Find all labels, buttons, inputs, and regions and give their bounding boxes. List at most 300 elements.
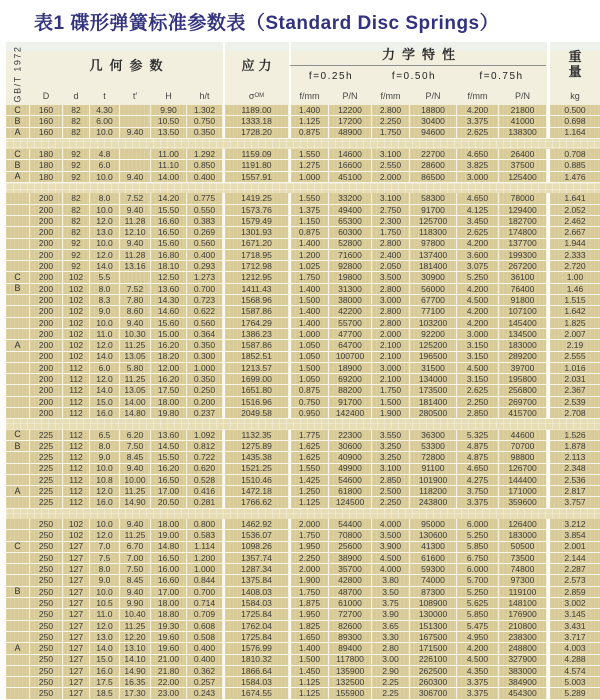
cell-D: 200 bbox=[30, 318, 62, 328]
cell-s: 1584.03 bbox=[223, 677, 288, 687]
cell-s: 1333.18 bbox=[223, 116, 288, 126]
cell-H: 14.30 bbox=[151, 295, 186, 305]
cell-tp: 13.10 bbox=[120, 643, 150, 653]
cell-kg: 2.348 bbox=[547, 464, 600, 474]
cell-s: 1718.95 bbox=[223, 250, 288, 260]
cell-tp: 11.28 bbox=[120, 216, 150, 226]
cell-f1: 1.500 bbox=[289, 655, 328, 665]
cell-s: 1159.09 bbox=[223, 149, 288, 159]
cell-P3: 359600 bbox=[499, 497, 546, 507]
cell-f3: 3.750 bbox=[457, 486, 498, 496]
cell-H: 16.00 bbox=[151, 564, 186, 574]
cell-f1: 1.550 bbox=[289, 193, 328, 203]
cell-tp: 14.80 bbox=[120, 408, 150, 418]
cell-d: 112 bbox=[63, 441, 89, 451]
cell-ht: 0.350 bbox=[187, 340, 222, 350]
cell-f3: 4.275 bbox=[457, 475, 498, 485]
cell-f3: 5.850 bbox=[457, 609, 498, 619]
cell-P1: 52800 bbox=[329, 239, 371, 249]
cell-tp: 9.40 bbox=[120, 172, 150, 182]
cell-g: C bbox=[6, 149, 29, 159]
cell-kg: 2.573 bbox=[547, 575, 600, 585]
cell-P2: 91700 bbox=[410, 205, 456, 215]
cell-P3: 210800 bbox=[499, 621, 546, 631]
cell-ht: 1.292 bbox=[187, 149, 222, 159]
table-row bbox=[6, 397, 600, 408]
cell-t: 14.0 bbox=[90, 643, 119, 653]
cell-s: 1576.99 bbox=[223, 643, 288, 653]
cell-P2: 260300 bbox=[410, 677, 456, 687]
cell-s: 1810.32 bbox=[223, 655, 288, 665]
cell-P2: 30400 bbox=[410, 116, 456, 126]
cell-kg: 2.052 bbox=[547, 205, 600, 215]
cell-P2: 125700 bbox=[410, 216, 456, 226]
cell-P1: 69200 bbox=[329, 374, 371, 384]
cell-d: 82 bbox=[63, 193, 89, 203]
cell-ht: 0.508 bbox=[187, 632, 222, 642]
cell-P2: 108900 bbox=[410, 598, 456, 608]
table-row bbox=[6, 575, 600, 586]
cell-f3: 5.250 bbox=[457, 587, 498, 597]
cell-kg: 1.476 bbox=[547, 172, 600, 182]
cell-f1: 0.875 bbox=[289, 128, 328, 138]
cell-P2: 74000 bbox=[410, 575, 456, 585]
cell-f3: 3.375 bbox=[457, 497, 498, 507]
cell-P2: 118200 bbox=[410, 486, 456, 496]
cell-P2: 226100 bbox=[410, 655, 456, 665]
cell-f1: 1.625 bbox=[289, 441, 328, 451]
cell-f1: 1.000 bbox=[289, 172, 328, 182]
cell-t: 10.0 bbox=[90, 172, 119, 182]
cell-t: 8.3 bbox=[90, 295, 119, 305]
cell-t: 10.8 bbox=[90, 475, 119, 485]
cell-ht: 0.400 bbox=[187, 655, 222, 665]
cell-s: 1762.04 bbox=[223, 621, 288, 631]
cell-f3: 5.700 bbox=[457, 575, 498, 585]
cell-t: 9.0 bbox=[90, 575, 119, 585]
cell-s: 1435.38 bbox=[223, 452, 288, 462]
cell-P3: 171000 bbox=[499, 486, 546, 496]
cell-t: 9.0 bbox=[90, 306, 119, 316]
cell-f1: 1.050 bbox=[289, 340, 328, 350]
cell-f2: 3.250 bbox=[372, 441, 409, 451]
cell-g: A bbox=[6, 172, 29, 182]
cell-g bbox=[6, 666, 29, 676]
cell-tp: 6.20 bbox=[120, 430, 150, 440]
cell-f2: 3.500 bbox=[372, 530, 409, 540]
cell-g: A bbox=[6, 128, 29, 138]
cell-s: 1764.29 bbox=[223, 318, 288, 328]
cell-D: 200 bbox=[30, 329, 62, 339]
cell-t: 13.0 bbox=[90, 227, 119, 237]
cell-P1: 31300 bbox=[329, 284, 371, 294]
cell-H: 15.50 bbox=[151, 452, 186, 462]
cell-P2: 280500 bbox=[410, 408, 456, 418]
cell-s: 1516.96 bbox=[223, 397, 288, 407]
cell-tp: 9.40 bbox=[120, 519, 150, 529]
cell-kg: 3.717 bbox=[547, 632, 600, 642]
cell-P3: 248800 bbox=[499, 643, 546, 653]
table-row bbox=[6, 318, 600, 329]
cell-f2: 3.50 bbox=[372, 587, 409, 597]
cell-f1: 1.050 bbox=[289, 374, 328, 384]
cell-f2: 2.25 bbox=[372, 677, 409, 687]
cell-P3: 174800 bbox=[499, 227, 546, 237]
cell-t: 16.0 bbox=[90, 666, 119, 676]
cell-D: 225 bbox=[30, 441, 62, 451]
cell-ht: 1.000 bbox=[187, 363, 222, 373]
header-mechanical: 力学特性 bbox=[289, 42, 546, 66]
cell-s: 1386.23 bbox=[223, 329, 288, 339]
cell-ht: 0.775 bbox=[187, 193, 222, 203]
cell-P2: 262500 bbox=[410, 666, 456, 676]
cell-P1: 71600 bbox=[329, 250, 371, 260]
cell-tp bbox=[120, 160, 150, 170]
cell-g bbox=[6, 318, 29, 328]
cell-d: 127 bbox=[63, 542, 89, 552]
cell-f2: 3.90 bbox=[372, 609, 409, 619]
cell-H: 14.50 bbox=[151, 441, 186, 451]
cell-d: 82 bbox=[63, 105, 89, 115]
cell-g bbox=[6, 475, 29, 485]
cell-H: 20.50 bbox=[151, 497, 186, 507]
cell-P2: 103200 bbox=[410, 318, 456, 328]
cell-P2: 101900 bbox=[410, 475, 456, 485]
cell-kg: 0.500 bbox=[547, 105, 600, 115]
cell-P3: 125400 bbox=[499, 172, 546, 182]
cell-ht: 1.273 bbox=[187, 272, 222, 282]
cell-P1: 47700 bbox=[329, 329, 371, 339]
disc-spring-table bbox=[6, 42, 600, 700]
cell-P1: 17200 bbox=[329, 116, 371, 126]
cell-g: C bbox=[6, 105, 29, 115]
table-row bbox=[6, 385, 600, 396]
cell-P3: 91800 bbox=[499, 295, 546, 305]
cell-s: 1510.46 bbox=[223, 475, 288, 485]
col-t: t bbox=[103, 90, 106, 101]
cell-g: B bbox=[6, 116, 29, 126]
cell-P1: 100700 bbox=[329, 352, 371, 362]
cell-P1: 91700 bbox=[329, 397, 371, 407]
cell-f3: 4.500 bbox=[457, 295, 498, 305]
cell-D: 250 bbox=[30, 643, 62, 653]
cell-D: 180 bbox=[30, 172, 62, 182]
cell-H: 14.20 bbox=[151, 193, 186, 203]
cell-ht: 0.608 bbox=[187, 621, 222, 631]
cell-d: 127 bbox=[63, 632, 89, 642]
cell-P3: 327900 bbox=[499, 655, 546, 665]
cell-t: 8.0 bbox=[90, 441, 119, 451]
cell-f1: 1.425 bbox=[289, 475, 328, 485]
cell-P2: 97800 bbox=[410, 239, 456, 249]
cell-ht: 0.700 bbox=[187, 587, 222, 597]
cell-t: 6.5 bbox=[90, 430, 119, 440]
cell-f2: 3.500 bbox=[372, 272, 409, 282]
cell-ht: 0.243 bbox=[187, 688, 222, 698]
cell-f3: 5.250 bbox=[457, 530, 498, 540]
cell-H: 16.60 bbox=[151, 216, 186, 226]
cell-s: 1587.86 bbox=[223, 340, 288, 350]
cell-kg: 2.19 bbox=[547, 340, 600, 350]
cell-tp: 7.80 bbox=[120, 295, 150, 305]
cell-f2: 2.800 bbox=[372, 284, 409, 294]
separator-row bbox=[6, 183, 600, 193]
cell-kg: 2.539 bbox=[547, 397, 600, 407]
cell-t: 14.0 bbox=[90, 352, 119, 362]
cell-f3: 4.200 bbox=[457, 105, 498, 115]
cell-d: 102 bbox=[63, 295, 89, 305]
cell-f2: 2.100 bbox=[372, 340, 409, 350]
cell-D: 225 bbox=[30, 497, 62, 507]
cell-t: 8.0 bbox=[90, 564, 119, 574]
cell-g bbox=[6, 564, 29, 574]
cell-f2: 2.800 bbox=[372, 306, 409, 316]
cell-g bbox=[6, 227, 29, 237]
cell-g bbox=[6, 250, 29, 260]
cell-f3: 4.200 bbox=[457, 239, 498, 249]
cell-P3: 176900 bbox=[499, 609, 546, 619]
cell-P2: 30900 bbox=[410, 272, 456, 282]
col-f3: f/mm bbox=[467, 90, 488, 101]
cell-P1: 48900 bbox=[329, 128, 371, 138]
cell-H: 19.60 bbox=[151, 632, 186, 642]
cell-kg: 2.720 bbox=[547, 261, 600, 271]
cell-P1: 18900 bbox=[329, 363, 371, 373]
cell-H: 14.60 bbox=[151, 306, 186, 316]
cell-s: 1568.96 bbox=[223, 295, 288, 305]
cell-tp: 11.25 bbox=[120, 486, 150, 496]
cell-P1: 54400 bbox=[329, 519, 371, 529]
cell-f2: 2.850 bbox=[372, 475, 409, 485]
cell-s: 1472.18 bbox=[223, 486, 288, 496]
cell-P1: 60300 bbox=[329, 227, 371, 237]
cell-H: 16.60 bbox=[151, 575, 186, 585]
cell-P2: 91100 bbox=[410, 464, 456, 474]
cell-t: 16.0 bbox=[90, 408, 119, 418]
cell-d: 112 bbox=[63, 363, 89, 373]
cell-P1: 25600 bbox=[329, 542, 371, 552]
cell-ht: 0.364 bbox=[187, 329, 222, 339]
cell-f1: 0.750 bbox=[289, 397, 328, 407]
cell-f2: 3.100 bbox=[372, 464, 409, 474]
cell-s: 1375.84 bbox=[223, 575, 288, 585]
cell-P1: 88200 bbox=[329, 385, 371, 395]
cell-D: 250 bbox=[30, 519, 62, 529]
cell-H: 15.60 bbox=[151, 239, 186, 249]
table-row bbox=[6, 193, 600, 204]
cell-P2: 53300 bbox=[410, 441, 456, 451]
cell-s: 1651.80 bbox=[223, 385, 288, 395]
cell-tp: 11.25 bbox=[120, 621, 150, 631]
cell-t: 4.8 bbox=[90, 149, 119, 159]
cell-P3: 145400 bbox=[499, 318, 546, 328]
cell-f3: 2.625 bbox=[457, 227, 498, 237]
cell-f2: 2.80 bbox=[372, 643, 409, 653]
cell-ht: 0.812 bbox=[187, 441, 222, 451]
cell-P1: 64700 bbox=[329, 340, 371, 350]
cell-P3: 144400 bbox=[499, 475, 546, 485]
cell-kg: 4.574 bbox=[547, 666, 600, 676]
cell-f3: 3.375 bbox=[457, 116, 498, 126]
table-row bbox=[6, 284, 600, 295]
cell-f1: 1.625 bbox=[289, 452, 328, 462]
cell-D: 225 bbox=[30, 486, 62, 496]
cell-P1: 72700 bbox=[329, 609, 371, 619]
cell-d: 102 bbox=[63, 318, 89, 328]
cell-t: 10.0 bbox=[90, 318, 119, 328]
cell-t: 12.0 bbox=[90, 216, 119, 226]
cell-g: A bbox=[6, 340, 29, 350]
cell-H: 11.10 bbox=[151, 160, 186, 170]
cell-tp: 8.45 bbox=[120, 452, 150, 462]
cell-P2: 86500 bbox=[410, 172, 456, 182]
table-row bbox=[6, 160, 600, 171]
cell-P3: 78000 bbox=[499, 193, 546, 203]
cell-f1: 0.950 bbox=[289, 408, 328, 418]
cell-tp: 11.25 bbox=[120, 530, 150, 540]
table-row bbox=[6, 530, 600, 541]
cell-g bbox=[6, 519, 29, 529]
header-geometry: 几何参数 bbox=[89, 57, 170, 73]
cell-f3: 6.750 bbox=[457, 553, 498, 563]
cell-P3: 183000 bbox=[499, 530, 546, 540]
cell-t: 14.0 bbox=[90, 385, 119, 395]
table-row bbox=[6, 666, 600, 677]
cell-ht: 0.560 bbox=[187, 239, 222, 249]
cell-f1: 2.000 bbox=[289, 519, 328, 529]
cell-g: B bbox=[6, 441, 29, 451]
cell-kg: 1.515 bbox=[547, 295, 600, 305]
cell-s: 1852.51 bbox=[223, 352, 288, 362]
cell-kg: 1.46 bbox=[547, 284, 600, 294]
cell-t: 12.0 bbox=[90, 374, 119, 384]
cell-f3: 3.150 bbox=[457, 340, 498, 350]
header-weight bbox=[547, 42, 600, 86]
cell-f1: 1.125 bbox=[289, 116, 328, 126]
cell-f1: 1.650 bbox=[289, 632, 328, 642]
cell-D: 225 bbox=[30, 430, 62, 440]
cell-kg: 0.708 bbox=[547, 149, 600, 159]
cell-f3: 3.000 bbox=[457, 329, 498, 339]
header-weight-top: 重 bbox=[568, 49, 582, 64]
cell-tp: 7.00 bbox=[120, 553, 150, 563]
cell-P2: 130600 bbox=[410, 530, 456, 540]
cell-s: 1411.43 bbox=[223, 284, 288, 294]
cell-P3: 44600 bbox=[499, 430, 546, 440]
cell-H: 18.00 bbox=[151, 397, 186, 407]
cell-f2: 2.400 bbox=[372, 250, 409, 260]
cell-s: 1287.34 bbox=[223, 564, 288, 574]
cell-D: 200 bbox=[30, 408, 62, 418]
table-row bbox=[6, 430, 600, 441]
cell-tp: 11.25 bbox=[120, 340, 150, 350]
cell-f2: 2.25 bbox=[372, 688, 409, 698]
cell-g bbox=[6, 408, 29, 418]
cell-f3: 5.475 bbox=[457, 621, 498, 631]
cell-d: 102 bbox=[63, 352, 89, 362]
cell-P3: 21800 bbox=[499, 105, 546, 115]
cell-H: 19.60 bbox=[151, 643, 186, 653]
cell-P3: 126400 bbox=[499, 519, 546, 529]
cell-H: 10.50 bbox=[151, 116, 186, 126]
cell-P1: 42800 bbox=[329, 575, 371, 585]
header-f025: f=0.25h bbox=[289, 66, 371, 86]
cell-kg: 2.144 bbox=[547, 553, 600, 563]
cell-D: 250 bbox=[30, 575, 62, 585]
cell-kg: 5.289 bbox=[547, 688, 600, 698]
cell-g bbox=[6, 216, 29, 226]
cell-kg: 3.757 bbox=[547, 497, 600, 507]
cell-f2: 3.75 bbox=[372, 598, 409, 608]
cell-D: 180 bbox=[30, 149, 62, 159]
cell-P3: 148100 bbox=[499, 598, 546, 608]
cell-f2: 2.800 bbox=[372, 239, 409, 249]
cell-t: 10.0 bbox=[90, 587, 119, 597]
cell-d: 127 bbox=[63, 677, 89, 687]
cell-ht: 0.528 bbox=[187, 475, 222, 485]
cell-f1: 1.125 bbox=[289, 688, 328, 698]
cell-tp: 10.00 bbox=[120, 475, 150, 485]
cell-ht: 0.200 bbox=[187, 397, 222, 407]
cell-P3: 182700 bbox=[499, 216, 546, 226]
cell-t: 8.0 bbox=[90, 193, 119, 203]
cell-P3: 384900 bbox=[499, 677, 546, 687]
header-stress: 应力 bbox=[223, 42, 288, 86]
standard-code-cell bbox=[6, 42, 29, 105]
cell-tp: 8.45 bbox=[120, 575, 150, 585]
cell-ht: 0.416 bbox=[187, 486, 222, 496]
cell-ht: 0.269 bbox=[187, 227, 222, 237]
cell-f1: 1.775 bbox=[289, 430, 328, 440]
cell-s: 1419.25 bbox=[223, 193, 288, 203]
cell-kg: 2.462 bbox=[547, 216, 600, 226]
cell-f1: 1.150 bbox=[289, 216, 328, 226]
cell-P2: 173500 bbox=[410, 385, 456, 395]
cell-ht: 0.383 bbox=[187, 216, 222, 226]
cell-f2: 2.000 bbox=[372, 329, 409, 339]
cell-D: 250 bbox=[30, 542, 62, 552]
cell-D: 250 bbox=[30, 609, 62, 619]
cell-P1: 89300 bbox=[329, 632, 371, 642]
cell-kg: 4.003 bbox=[547, 643, 600, 653]
cell-t: 17.5 bbox=[90, 677, 119, 687]
table-row bbox=[6, 441, 600, 452]
cell-g bbox=[6, 677, 29, 687]
cell-g bbox=[6, 452, 29, 462]
cell-f3: 3.600 bbox=[457, 250, 498, 260]
cell-tp: 14.90 bbox=[120, 497, 150, 507]
sigma-symbol: σ bbox=[248, 90, 255, 101]
header-f075: f=0.75h bbox=[479, 70, 524, 82]
cell-f1: 1.750 bbox=[289, 530, 328, 540]
cell-f2: 2.550 bbox=[372, 160, 409, 170]
cell-s: 1674.55 bbox=[223, 688, 288, 698]
cell-P2: 28600 bbox=[410, 160, 456, 170]
cell-f2: 4.000 bbox=[372, 519, 409, 529]
col-P2: P/N bbox=[425, 90, 441, 101]
cell-f3: 3.000 bbox=[457, 172, 498, 182]
header-f050: f=0.50h bbox=[391, 70, 437, 82]
cell-d: 92 bbox=[63, 172, 89, 182]
cell-P3: 37500 bbox=[499, 160, 546, 170]
table-row bbox=[6, 564, 600, 575]
cell-f1: 1.750 bbox=[289, 587, 328, 597]
cell-D: 250 bbox=[30, 677, 62, 687]
cell-ht: 0.257 bbox=[187, 677, 222, 687]
cell-P2: 58300 bbox=[410, 193, 456, 203]
cell-ht: 1.000 bbox=[187, 564, 222, 574]
table-row bbox=[6, 329, 600, 340]
